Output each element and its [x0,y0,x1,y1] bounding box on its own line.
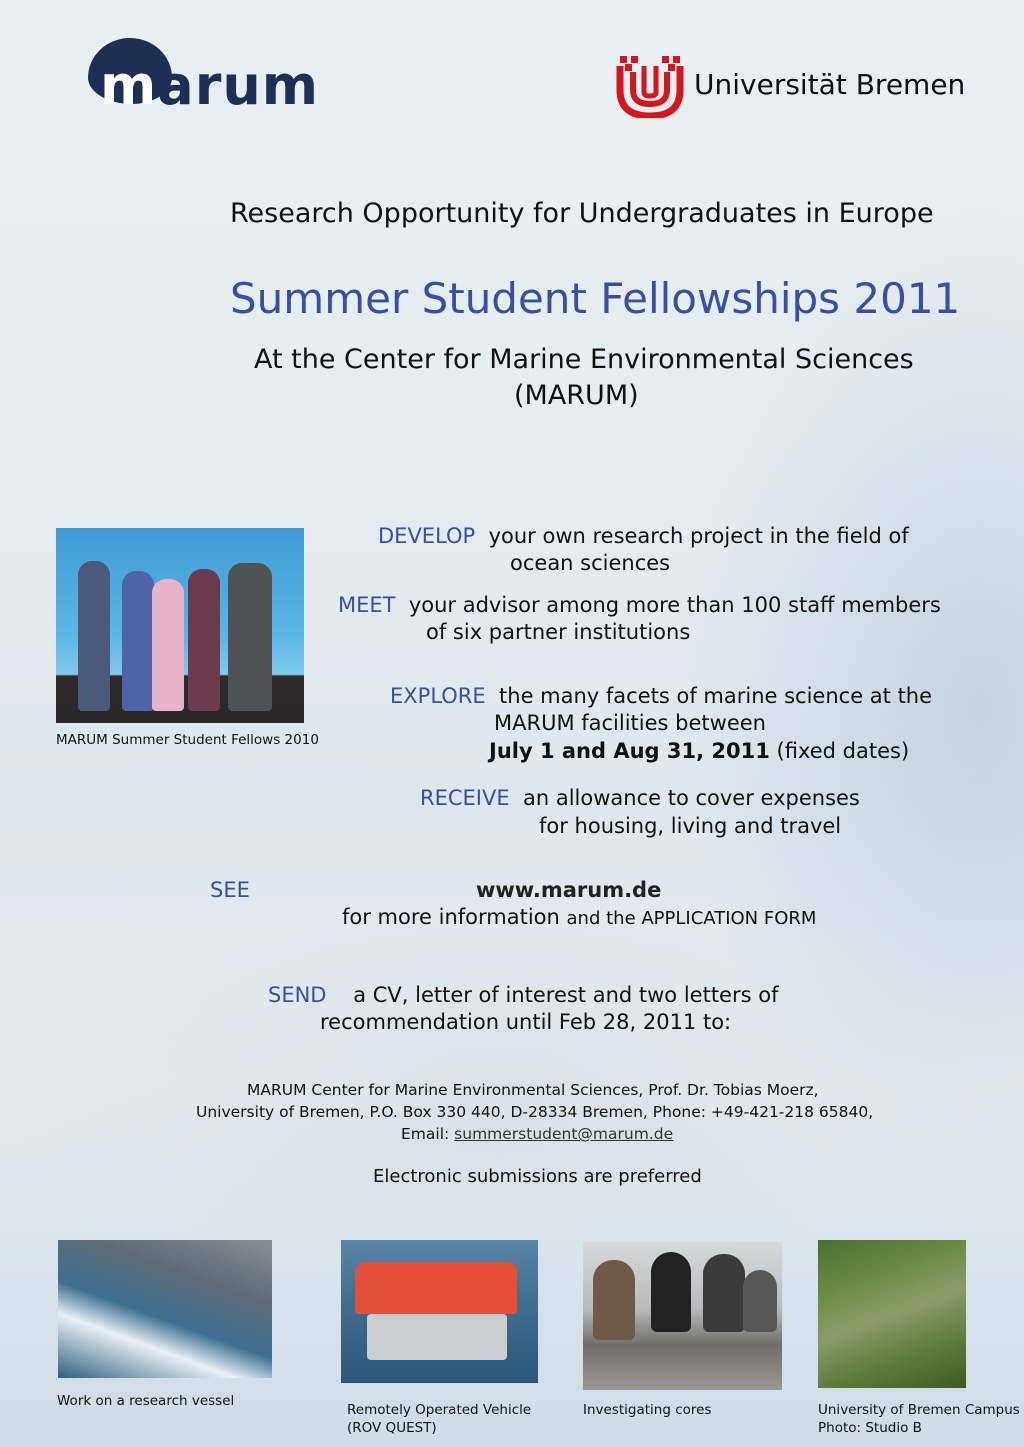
campus-photo [818,1240,966,1388]
send-text: a CV, letter of interest and two letters of [353,983,779,1007]
explore-line2: MARUM facilities between [494,711,766,735]
email-link[interactable]: summerstudent@marum.de [454,1125,674,1143]
marum-logo-initial: m [100,54,158,117]
photo-person [703,1254,745,1332]
rov-caption-line2: (ROV QUEST) [347,1420,437,1436]
explore-dates: July 1 and Aug 31, 2011 [489,739,770,763]
explore-line1 [390,684,932,708]
email-label: Email: [401,1125,450,1143]
meet-line1 [338,593,941,617]
marum-logo-text [100,54,319,117]
center-acronym: (MARUM) [514,380,639,411]
meet-keyword: MEET [338,593,396,617]
receive-line2: for housing, living and travel [539,814,842,838]
explore-dates-note: (fixed dates) [776,739,910,763]
develop-text: your own research project in the field of [488,524,909,548]
page-title: Summer Student Fellowships 2011 [230,274,961,323]
meet-line2: of six partner institutions [426,620,691,644]
vessel-caption: Work on a research vessel [57,1393,235,1409]
website-link[interactable]: www.marum.de [476,878,662,902]
subtitle: Research Opportunity for Undergraduates in Europe [230,198,934,229]
explore-line3 [489,739,909,763]
campus-photo-credit: Photo: Studio B [818,1420,922,1436]
university-bremen-logo [616,54,976,118]
rov-caption-line1: Remotely Operated Vehicle [347,1402,532,1418]
photo-person [651,1252,691,1332]
address-email-line [401,1125,673,1143]
receive-keyword: RECEIVE [420,786,510,810]
send-line1 [268,983,778,1007]
photo-person [228,563,272,711]
send-keyword: SEND [268,983,327,1007]
photo-person [188,569,220,711]
address-line2: University of Bremen, P.O. Box 330 440, D-28334 Bremen, Phone: +49-421-218 65840, [196,1103,874,1121]
explore-keyword: EXPLORE [390,684,486,708]
receive-line1 [420,786,860,810]
rov-body [355,1262,517,1314]
photo-person [78,561,110,711]
receive-text: an allowance to cover expenses [522,786,860,810]
see-line [342,905,816,929]
research-vessel-photo [58,1240,272,1378]
rov-frame [367,1314,507,1360]
bremen-u-icon [616,54,686,118]
develop-line1 [378,524,909,548]
rov-caption [347,1401,531,1437]
fellows-photo [56,528,304,723]
see-keyword: SEE [210,878,250,902]
submission-note: Electronic submissions are preferred [373,1166,702,1187]
cores-photo [583,1242,782,1390]
university-name: Universität Bremen [694,68,966,101]
marum-logo [86,36,326,116]
explore-text: the many facets of marine science at the [499,684,933,708]
rov-photo [341,1240,538,1383]
address-line1: MARUM Center for Marine Environmental Sciences, Prof. Dr. Tobias Moerz, [247,1081,819,1099]
center-name: At the Center for Marine Environmental Sciences [254,344,914,375]
photo-person [152,579,184,711]
photo-person [743,1270,777,1332]
develop-line2: ocean sciences [510,551,671,575]
send-line2: recommendation until Feb 28, 2011 to: [320,1010,732,1034]
campus-caption [818,1401,1020,1437]
photo-person [122,571,154,711]
campus-caption-line1: University of Bremen Campus [818,1402,1020,1418]
see-text: for more information [342,905,560,929]
cores-caption: Investigating cores [583,1402,712,1418]
develop-keyword: DEVELOP [378,524,476,548]
photo-person [593,1260,635,1340]
marum-logo-rest: arum [157,54,320,117]
meet-text: your advisor among more than 100 staff members [408,593,941,617]
fellows-caption: MARUM Summer Student Fellows 2010 [56,732,319,748]
see-application-form: and the APPLICATION FORM [566,908,817,929]
